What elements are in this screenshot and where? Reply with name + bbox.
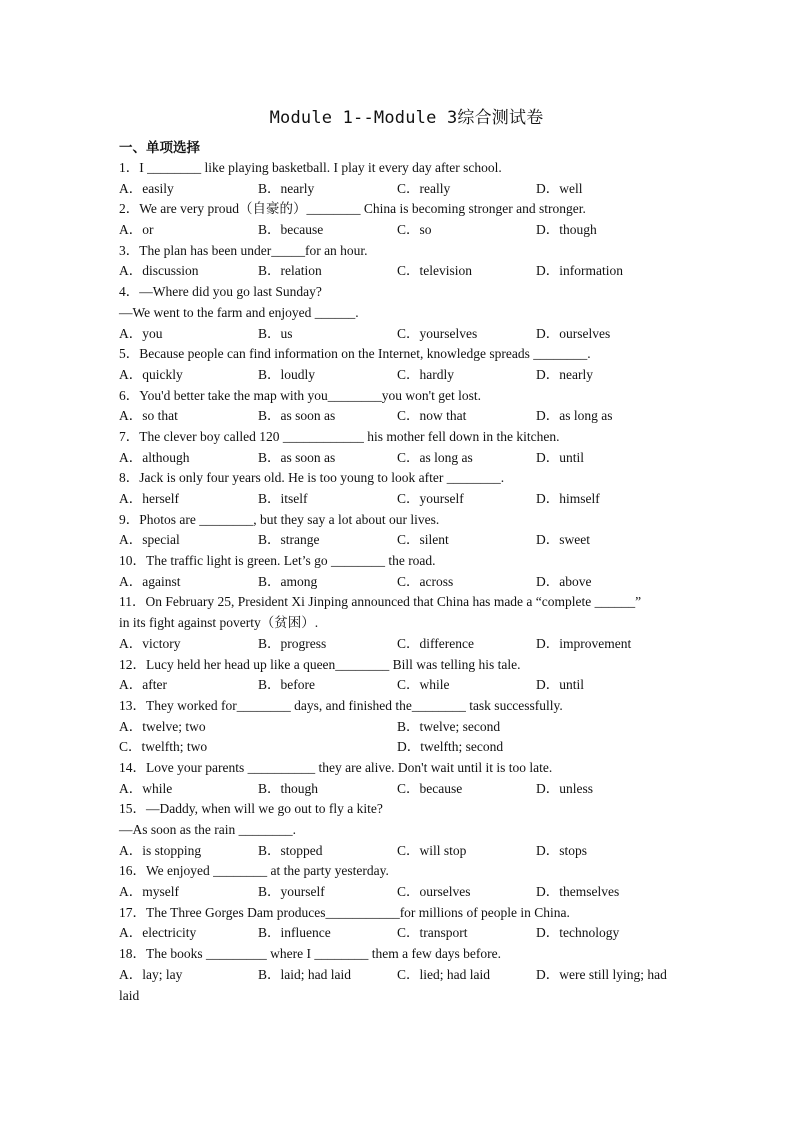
option-choice: B．as soon as [258,449,336,465]
question-item [119,799,679,861]
option-choice: B．though [258,780,319,796]
option-choice: B．twelve; second [397,718,501,734]
options-row [119,179,679,200]
question-stem: 5．Because people can find information on the Internet, knowledge spreads ________. [119,346,591,362]
option-choice: A．although [119,449,190,465]
question-stem: 8．Jack is only four years old. He is too young to look after ________. [119,470,505,486]
option-choice: D．unless [536,780,593,796]
option-choice: A．special [119,532,180,548]
options-row [119,530,679,551]
option-choice: A．herself [119,491,179,506]
question-item [119,199,679,240]
option-continuation: laid [119,987,140,1003]
option-choice: C．so [397,222,432,238]
option-choice: A．after [119,677,167,693]
option-choice: B．because [258,222,324,238]
question-item [119,344,679,385]
option-choice: D．himself [536,491,600,506]
options-row [119,324,679,345]
question-stem: 12．Lucy held her head up like a queen________ Bill was telling his tale. [119,656,521,672]
question-item [119,468,679,509]
option-choice: C．lied; had laid [397,966,490,982]
option-choice: A．electricity [119,925,197,941]
option-choice: A．against [119,573,181,589]
option-choice: C．will stop [397,842,467,858]
option-choice: C．as long as [397,449,473,465]
option-choice: C．yourself [397,491,464,506]
question-list [119,158,679,1006]
option-choice: C．silent [397,532,449,548]
option-choice: B．yourself [258,884,325,900]
option-choice: C．hardly [397,366,454,382]
question-stem: 1．I ________ like playing basketball. I play it every day after school. [119,160,502,175]
question-item [119,386,679,427]
question-stem: —We went to the farm and enjoyed ______. [119,304,359,320]
option-choice: A．lay; lay [119,966,183,982]
question-stem: 16．We enjoyed ________ at the party yesterday. [119,863,389,879]
option-choice: C．while [397,677,450,693]
option-choice: A．myself [119,884,179,900]
option-choice: A．while [119,780,173,796]
option-choice: C．really [397,180,451,196]
option-choice: D．until [536,677,585,693]
option-choice: B．relation [258,263,322,279]
option-choice: D．nearly [536,366,593,382]
option-choice: B．itself [258,491,308,506]
option-choice: B．strange [258,532,320,548]
question-stem: 4．—Where did you go last Sunday? [119,284,322,300]
question-item [119,944,679,1006]
options-row [119,489,679,510]
options-row [119,841,679,862]
option-choice: B．progress [258,635,327,651]
option-choice: A．you [119,325,163,341]
option-choice: A．victory [119,635,181,651]
option-choice: D．though [536,222,597,238]
options-row [119,717,679,738]
question-stem: 15．—Daddy, when will we go out to fly a kite? [119,801,383,817]
option-choice: C．now that [397,408,467,424]
option-choice: C．ourselves [397,884,471,900]
option-choice: C．because [397,780,463,796]
question-stem: in its fight against poverty（贫困）. [119,615,319,631]
options-row [119,261,679,282]
question-item [119,861,679,902]
question-item [119,696,679,758]
option-choice: A．easily [119,180,174,196]
option-choice: B．before [258,677,315,693]
question-stem: 17．The Three Gorges Dam produces___________for millions of people in China. [119,904,570,920]
option-choice: D．twelfth; second [397,739,504,755]
question-stem: 6．You'd better take the map with you________you won't get lost. [119,387,481,403]
section-heading: 一、单项选择 [119,140,200,156]
option-choice: A．is stopping [119,842,202,858]
option-choice: A．quickly [119,366,183,382]
option-choice: B．laid; had laid [258,966,351,982]
option-choice: A．discussion [119,263,199,279]
option-choice: D．technology [536,925,620,941]
option-choice: D．were still lying; had [536,966,667,982]
option-choice: D．until [536,449,585,465]
option-choice: B．among [258,573,318,589]
question-stem: —As soon as the rain ________. [119,822,296,837]
option-choice: C．twelfth; two [119,739,208,755]
question-stem: 13．They worked for________ days, and finished the________ task successfully. [119,697,563,713]
option-choice: B．nearly [258,180,315,196]
option-choice: D．improvement [536,635,632,651]
options-row [119,737,679,758]
question-item [119,551,679,592]
options-row [119,882,679,903]
options-row [119,675,679,696]
option-choice: D．themselves [536,884,620,900]
document-page [119,104,679,1006]
question-item [119,758,679,799]
option-choice: D．stops [536,842,588,858]
options-row [119,572,679,593]
option-choice: B．influence [258,925,331,941]
option-choice: C．yourselves [397,325,478,341]
question-item [119,655,679,696]
question-stem: 7．The clever boy called 120 ____________ his mother fell down in the kitchen. [119,428,560,444]
question-stem: 14．Love your parents __________ they are alive. Don't wait until it is too late. [119,759,553,775]
option-choice: C．television [397,263,472,279]
options-row [119,965,679,986]
option-choice: B．us [258,325,293,341]
question-stem: 2．We are very proud（自豪的）________ China is becoming stronger and stronger. [119,201,586,217]
question-stem: 9．Photos are ________, but they say a lot about our lives. [119,511,440,527]
option-choice: D．above [536,573,592,589]
question-item [119,158,679,199]
options-row [119,220,679,241]
page-title: Module 1--Module 3综合测试卷 [269,108,544,128]
question-item [119,427,679,468]
option-choice: D．as long as [536,408,613,424]
options-row [119,923,679,944]
option-choice: C．across [397,573,454,589]
option-choice: D．ourselves [536,325,611,341]
option-choice: D．well [536,180,583,196]
options-row [119,365,679,386]
options-row [119,448,679,469]
option-choice: B．loudly [258,366,316,382]
options-row [119,406,679,427]
option-choice: B．as soon as [258,408,336,424]
option-choice: B．stopped [258,842,323,858]
question-item [119,592,679,654]
option-choice: A．or [119,222,154,238]
question-item [119,903,679,944]
option-choice: D．information [536,263,623,279]
option-choice: D．sweet [536,532,590,548]
options-row [119,779,679,800]
question-item [119,282,679,344]
question-item [119,510,679,551]
options-row [119,634,679,655]
question-item [119,241,679,282]
option-choice: C．difference [397,635,474,651]
question-stem: 18．The books _________ where I ________ them a few days before. [119,946,502,962]
option-choice: A．twelve; two [119,718,206,734]
question-stem: 10．The traffic light is green. Let’s go ________ the road. [119,553,436,569]
question-stem: 3．The plan has been under_____for an hour. [119,242,368,258]
option-choice: C．transport [397,925,468,941]
question-stem: 11．On February 25, President Xi Jinping announced that China has made a “complete ______” [119,594,642,610]
option-choice: A．so that [119,408,178,424]
